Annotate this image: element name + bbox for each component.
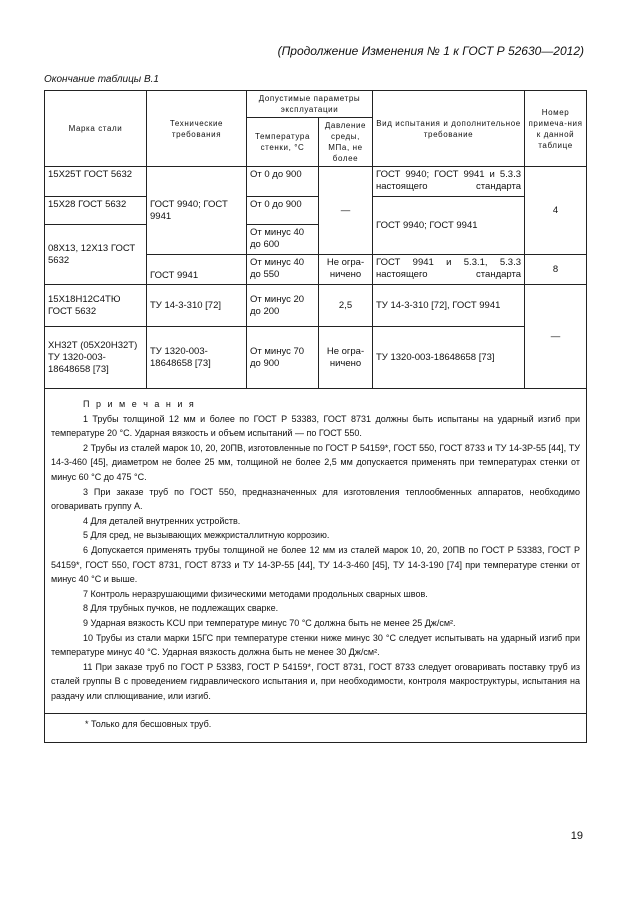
cell-steel-08x13: 08Х13, 12Х13 ГОСТ 5632 — [45, 225, 147, 285]
note-1: 1 Трубы толщиной 12 мм и более по ГОСТ Р 53383, ГОСТ 8731 должны быть испытаны на ударный изгиб при температуре 20 °С. Ударная вязкость и объем испытаний — по ГОСТ 550. — [51, 413, 580, 439]
note-10: 10 Трубы из стали марки 15ГС при температуре стенки ниже минус 30 °С следует испытывать на ударный изгиб при температуре минус 40 °С. Ударная вязкость должна быть не менее 30 Дж/см². — [51, 632, 580, 658]
cell-steel-15x25t: 15Х25Т ГОСТ 5632 — [45, 167, 147, 197]
cell-tech-row4: ТУ 14-3-310 [72] — [147, 285, 247, 327]
header-tech-requirements: Технические требования — [147, 91, 247, 167]
cell-note-4: 4 — [525, 167, 587, 255]
note-9: 9 Ударная вязкость KCU при температуре минус 70 °С должна быть не менее 25 Дж/см². — [83, 617, 456, 628]
cell-note-dash: — — [525, 285, 587, 389]
page-number: 19 — [570, 830, 583, 842]
notes-section — [45, 389, 587, 714]
note-3: 3 При заказе труб по ГОСТ 550, предназначенных для изготовления теплообменных аппаратов, необходимо оговаривать группу А. — [51, 486, 580, 512]
note-5: 5 Для сред, не вызывающих межкристаллитную коррозию. — [83, 530, 330, 541]
header-operating-params: Допустимые параметры эксплуатации — [247, 91, 373, 118]
cell-steel-15x28: 15Х28 ГОСТ 5632 — [45, 197, 147, 225]
cell-test-row4: ТУ 14-3-310 [72], ГОСТ 9941 — [373, 285, 525, 327]
cell-tech-gost9940-9941: ГОСТ 9940; ГОСТ 9941 — [147, 167, 247, 255]
note-6: 6 Допускается применять трубы толщиной не более 12 мм из сталей марок 10, 20, 20ПВ по ГОСТ Р 53383, ГОСТ Р 54159*, ГОСТ 550, ГОСТ 8731, ГОСТ 8733 и ТУ 14-3Р-55 [44], ТУ 14-3-460 [45], ТУ 14-3-190 [74] при температуре стенки от минус 40 °С и выше. — [51, 544, 580, 585]
cell-test-row2: ГОСТ 9940; ГОСТ 9941 — [373, 197, 525, 255]
cell-pressure-row5: Не огра-ничено — [319, 327, 373, 389]
cell-tech-gost9941: ГОСТ 9941 — [147, 255, 247, 285]
note-7: 7 Контроль неразрушающими физическими методами продольных сварных швов. — [83, 588, 428, 599]
header-test-type: Вид испытания и дополнительное требование — [373, 91, 525, 167]
cell-pressure-row4: 2,5 — [319, 285, 373, 327]
cell-pressure-row3b: Не огра-ничено — [319, 255, 373, 285]
header-steel-grade: Марка стали — [45, 91, 147, 167]
cell-temp-row4: От минус 20 до 200 — [247, 285, 319, 327]
cell-test-row3b: ГОСТ 9941 и 5.3.1, 5.3.3 настоящего стандарта — [373, 255, 525, 285]
cell-test-row5: ТУ 1320-003-18648658 [73] — [373, 327, 525, 389]
cell-pressure-dash: — — [319, 167, 373, 255]
note-8: 8 Для трубных пучков, не подлежащих сварке. — [83, 603, 279, 614]
cell-temp-row2: От 0 до 900 — [247, 197, 319, 225]
footnote: * Только для бесшовных труб. — [45, 714, 587, 743]
cell-temp-row5: От минус 70 до 900 — [247, 327, 319, 389]
header-wall-temperature: Температура стенки, °С — [247, 118, 319, 167]
table-caption: Окончание таблицы В.1 — [44, 74, 159, 85]
cell-temp-row3b: От минус 40 до 550 — [247, 255, 319, 285]
note-4: 4 Для деталей внутренних устройств. — [83, 515, 241, 526]
cell-steel-15x18: 15Х18Н12С4ТЮ ГОСТ 5632 — [45, 285, 147, 327]
cell-temp-row3a: От минус 40 до 600 — [247, 225, 319, 255]
header-pressure: Давление среды, МПа, не более — [319, 118, 373, 167]
document-header: (Продолжение Изменения № 1 к ГОСТ Р 52630—2012) — [277, 44, 584, 58]
header-note-number: Номер примеча-ния к данной таблице — [525, 91, 587, 167]
cell-steel-xh32t: ХН32Т (05Х20Н32Т) ТУ 1320-003-18648658 [73] — [45, 327, 147, 389]
note-2: 2 Трубы из сталей марок 10, 20, 20ПВ, изготовленные по ГОСТ Р 54159*, ГОСТ 550, ГОСТ 8733 и ТУ 14-3Р-55 [44], ТУ 14-3-460 [45], диаметром не более 25 мм, толщиной не более 2,5 мм допускается применять при температурах стенки от минус 60 °С до 475 °С. — [51, 442, 580, 482]
cell-note-8: 8 — [525, 255, 587, 285]
cell-test-row1: ГОСТ 9940; ГОСТ 9941 и 5.3.3 настоящего стандарта — [373, 167, 525, 197]
cell-temp-row1: От 0 до 900 — [247, 167, 319, 197]
note-11: 11 При заказе труб по ГОСТ Р 53383, ГОСТ Р 54159*, ГОСТ 8731, ГОСТ 8733 следует оговаривать поставку труб из сталей группы В с проведением гидравлического испытания и, при необходимости, контроля макроструктуры, испытания на раздачу или сплющивание, или изгиб. — [51, 661, 580, 701]
notes-title: П р и м е ч а н и я — [83, 399, 196, 409]
steel-table — [44, 90, 587, 743]
cell-tech-row5: ТУ 1320-003-18648658 [73] — [147, 327, 247, 389]
